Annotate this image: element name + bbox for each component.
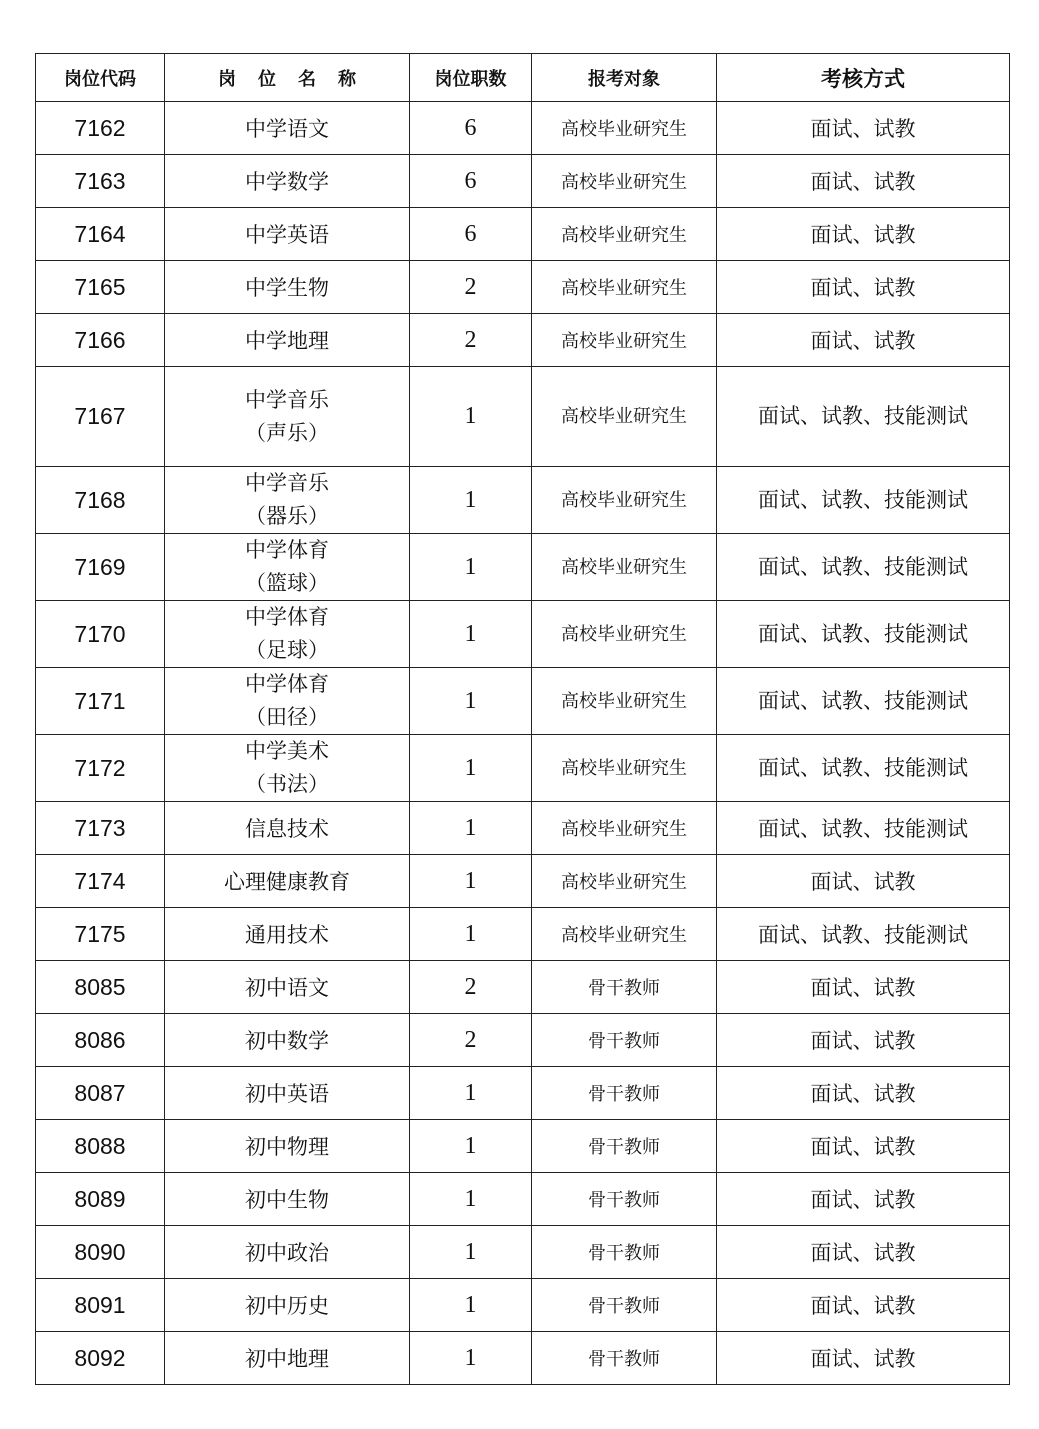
assessment-method: 面试、试教	[717, 1173, 1010, 1226]
applicant-target: 高校毕业研究生	[532, 467, 717, 534]
header-target: 报考对象	[532, 54, 717, 102]
position-name-main: 中学英语	[245, 223, 329, 247]
applicant-target: 骨干教师	[532, 1332, 717, 1385]
position-count: 1	[410, 855, 532, 908]
position-name	[165, 1067, 410, 1120]
position-code: 7172	[36, 735, 165, 802]
position-name	[165, 208, 410, 261]
table-row	[36, 1226, 1010, 1279]
position-count: 1	[410, 1226, 532, 1279]
applicant-target: 骨干教师	[532, 1067, 717, 1120]
assessment-method: 面试、试教	[717, 261, 1010, 314]
position-code: 7170	[36, 601, 165, 668]
applicant-target: 高校毕业研究生	[532, 367, 717, 467]
table-row	[36, 908, 1010, 961]
position-name-sub: （足球）	[245, 638, 329, 662]
assessment-method: 面试、试教	[717, 961, 1010, 1014]
assessment-method: 面试、试教	[717, 155, 1010, 208]
position-count: 1	[410, 601, 532, 668]
position-code: 7169	[36, 534, 165, 601]
position-code: 7173	[36, 802, 165, 855]
table-row	[36, 961, 1010, 1014]
assessment-method: 面试、试教、技能测试	[717, 668, 1010, 735]
applicant-target: 骨干教师	[532, 1014, 717, 1067]
applicant-target: 高校毕业研究生	[532, 668, 717, 735]
position-count: 1	[410, 735, 532, 802]
applicant-target: 骨干教师	[532, 961, 717, 1014]
position-name-sub: （声乐）	[245, 420, 329, 445]
table-row	[36, 367, 1010, 467]
table-row	[36, 1279, 1010, 1332]
position-name	[165, 1279, 410, 1332]
position-name-main: 中学语文	[245, 117, 329, 141]
table-row	[36, 1014, 1010, 1067]
position-name-main: 中学体育	[245, 538, 329, 562]
table-row	[36, 1120, 1010, 1173]
table-row	[36, 1173, 1010, 1226]
position-count: 6	[410, 208, 532, 261]
position-code: 8085	[36, 961, 165, 1014]
assessment-method: 面试、试教	[717, 1014, 1010, 1067]
applicant-target: 骨干教师	[532, 1173, 717, 1226]
table-row	[36, 261, 1010, 314]
position-count: 1	[410, 1173, 532, 1226]
applicant-target: 骨干教师	[532, 1120, 717, 1173]
applicant-target: 高校毕业研究生	[532, 102, 717, 155]
table-row	[36, 802, 1010, 855]
position-code: 8087	[36, 1067, 165, 1120]
position-name-main: 初中物理	[245, 1135, 329, 1159]
assessment-method: 面试、试教	[717, 1279, 1010, 1332]
header-count: 岗位职数	[410, 54, 532, 102]
position-code: 8088	[36, 1120, 165, 1173]
table-row	[36, 601, 1010, 668]
header-code: 岗位代码	[36, 54, 165, 102]
table-row	[36, 1332, 1010, 1385]
position-name-main: 中学地理	[245, 329, 329, 353]
position-name-main: 初中生物	[245, 1188, 329, 1212]
position-code: 7166	[36, 314, 165, 367]
position-name	[165, 155, 410, 208]
position-name	[165, 1173, 410, 1226]
position-count: 1	[410, 467, 532, 534]
applicant-target: 骨干教师	[532, 1226, 717, 1279]
header-name	[165, 54, 410, 102]
position-code: 8086	[36, 1014, 165, 1067]
position-name	[165, 1014, 410, 1067]
position-name	[165, 855, 410, 908]
applicant-target: 高校毕业研究生	[532, 855, 717, 908]
position-code: 7164	[36, 208, 165, 261]
positions-table-container	[35, 53, 1009, 1385]
position-code: 8090	[36, 1226, 165, 1279]
applicant-target: 高校毕业研究生	[532, 534, 717, 601]
position-count: 1	[410, 1332, 532, 1385]
position-name	[165, 802, 410, 855]
assessment-method: 面试、试教	[717, 314, 1010, 367]
position-count: 2	[410, 314, 532, 367]
applicant-target: 高校毕业研究生	[532, 735, 717, 802]
position-code: 7174	[36, 855, 165, 908]
position-name-main: 初中历史	[245, 1294, 329, 1318]
assessment-method: 面试、试教	[717, 1226, 1010, 1279]
position-name	[165, 1332, 410, 1385]
position-name	[165, 668, 410, 735]
position-name-main: 中学音乐	[245, 387, 329, 412]
applicant-target: 高校毕业研究生	[532, 208, 717, 261]
position-count: 1	[410, 1279, 532, 1332]
table-row	[36, 855, 1010, 908]
assessment-method: 面试、试教	[717, 102, 1010, 155]
applicant-target: 高校毕业研究生	[532, 908, 717, 961]
position-name-main: 初中数学	[245, 1029, 329, 1053]
table-body	[36, 102, 1010, 1385]
position-count: 1	[410, 1067, 532, 1120]
position-name	[165, 534, 410, 601]
position-name-main: 中学音乐	[245, 471, 329, 495]
position-count: 1	[410, 367, 532, 467]
assessment-method: 面试、试教、技能测试	[717, 534, 1010, 601]
applicant-target: 高校毕业研究生	[532, 802, 717, 855]
assessment-method: 面试、试教、技能测试	[717, 735, 1010, 802]
position-name-main: 心理健康教育	[224, 870, 350, 894]
position-name-main: 中学生物	[245, 276, 329, 300]
position-name-main: 初中地理	[245, 1347, 329, 1371]
position-code: 7167	[36, 367, 165, 467]
position-name-main: 通用技术	[245, 923, 329, 947]
assessment-method: 面试、试教	[717, 1067, 1010, 1120]
table-row	[36, 1067, 1010, 1120]
assessment-method: 面试、试教、技能测试	[717, 367, 1010, 467]
position-name-main: 中学数学	[245, 170, 329, 194]
position-count: 2	[410, 261, 532, 314]
table-row	[36, 735, 1010, 802]
position-count: 6	[410, 155, 532, 208]
position-code: 7165	[36, 261, 165, 314]
position-name	[165, 314, 410, 367]
position-code: 7168	[36, 467, 165, 534]
table-row	[36, 467, 1010, 534]
position-name-main: 初中语文	[245, 976, 329, 1000]
position-name	[165, 601, 410, 668]
position-name-sub: （书法）	[245, 772, 329, 796]
table-header-row	[36, 54, 1010, 102]
position-count: 1	[410, 908, 532, 961]
position-count: 1	[410, 802, 532, 855]
table-row	[36, 102, 1010, 155]
position-name	[165, 367, 410, 467]
position-name-main: 初中英语	[245, 1082, 329, 1106]
position-name-main: 信息技术	[245, 817, 329, 841]
position-name	[165, 1120, 410, 1173]
position-name-sub: （器乐）	[245, 504, 329, 528]
assessment-method: 面试、试教、技能测试	[717, 467, 1010, 534]
position-name	[165, 467, 410, 534]
position-count: 1	[410, 1120, 532, 1173]
position-code: 7162	[36, 102, 165, 155]
assessment-method: 面试、试教	[717, 1332, 1010, 1385]
position-name-main: 初中政治	[245, 1241, 329, 1265]
header-name-text: 岗位名称	[218, 68, 378, 90]
header-method: 考核方式	[717, 54, 1010, 102]
table-row	[36, 534, 1010, 601]
position-name-main: 中学体育	[245, 672, 329, 696]
position-name	[165, 908, 410, 961]
assessment-method: 面试、试教、技能测试	[717, 601, 1010, 668]
position-count: 1	[410, 534, 532, 601]
assessment-method: 面试、试教	[717, 855, 1010, 908]
table-row	[36, 155, 1010, 208]
assessment-method: 面试、试教	[717, 208, 1010, 261]
position-code: 7163	[36, 155, 165, 208]
position-name	[165, 261, 410, 314]
position-name	[165, 735, 410, 802]
assessment-method: 面试、试教、技能测试	[717, 802, 1010, 855]
applicant-target: 骨干教师	[532, 1279, 717, 1332]
assessment-method: 面试、试教	[717, 1120, 1010, 1173]
position-name-main: 中学美术	[245, 739, 329, 763]
position-code: 8089	[36, 1173, 165, 1226]
position-name	[165, 961, 410, 1014]
applicant-target: 高校毕业研究生	[532, 601, 717, 668]
position-count: 6	[410, 102, 532, 155]
assessment-method: 面试、试教、技能测试	[717, 908, 1010, 961]
position-name-sub: （篮球）	[245, 571, 329, 595]
table-row	[36, 668, 1010, 735]
position-code: 8091	[36, 1279, 165, 1332]
position-name	[165, 102, 410, 155]
position-code: 8092	[36, 1332, 165, 1385]
table-row	[36, 208, 1010, 261]
position-count: 2	[410, 961, 532, 1014]
table-row	[36, 314, 1010, 367]
position-name	[165, 1226, 410, 1279]
position-name-main: 中学体育	[245, 605, 329, 629]
position-count: 1	[410, 668, 532, 735]
applicant-target: 高校毕业研究生	[532, 314, 717, 367]
position-code: 7171	[36, 668, 165, 735]
applicant-target: 高校毕业研究生	[532, 261, 717, 314]
position-count: 2	[410, 1014, 532, 1067]
position-name-sub: （田径）	[245, 705, 329, 729]
position-code: 7175	[36, 908, 165, 961]
positions-table	[35, 53, 1010, 1385]
applicant-target: 高校毕业研究生	[532, 155, 717, 208]
